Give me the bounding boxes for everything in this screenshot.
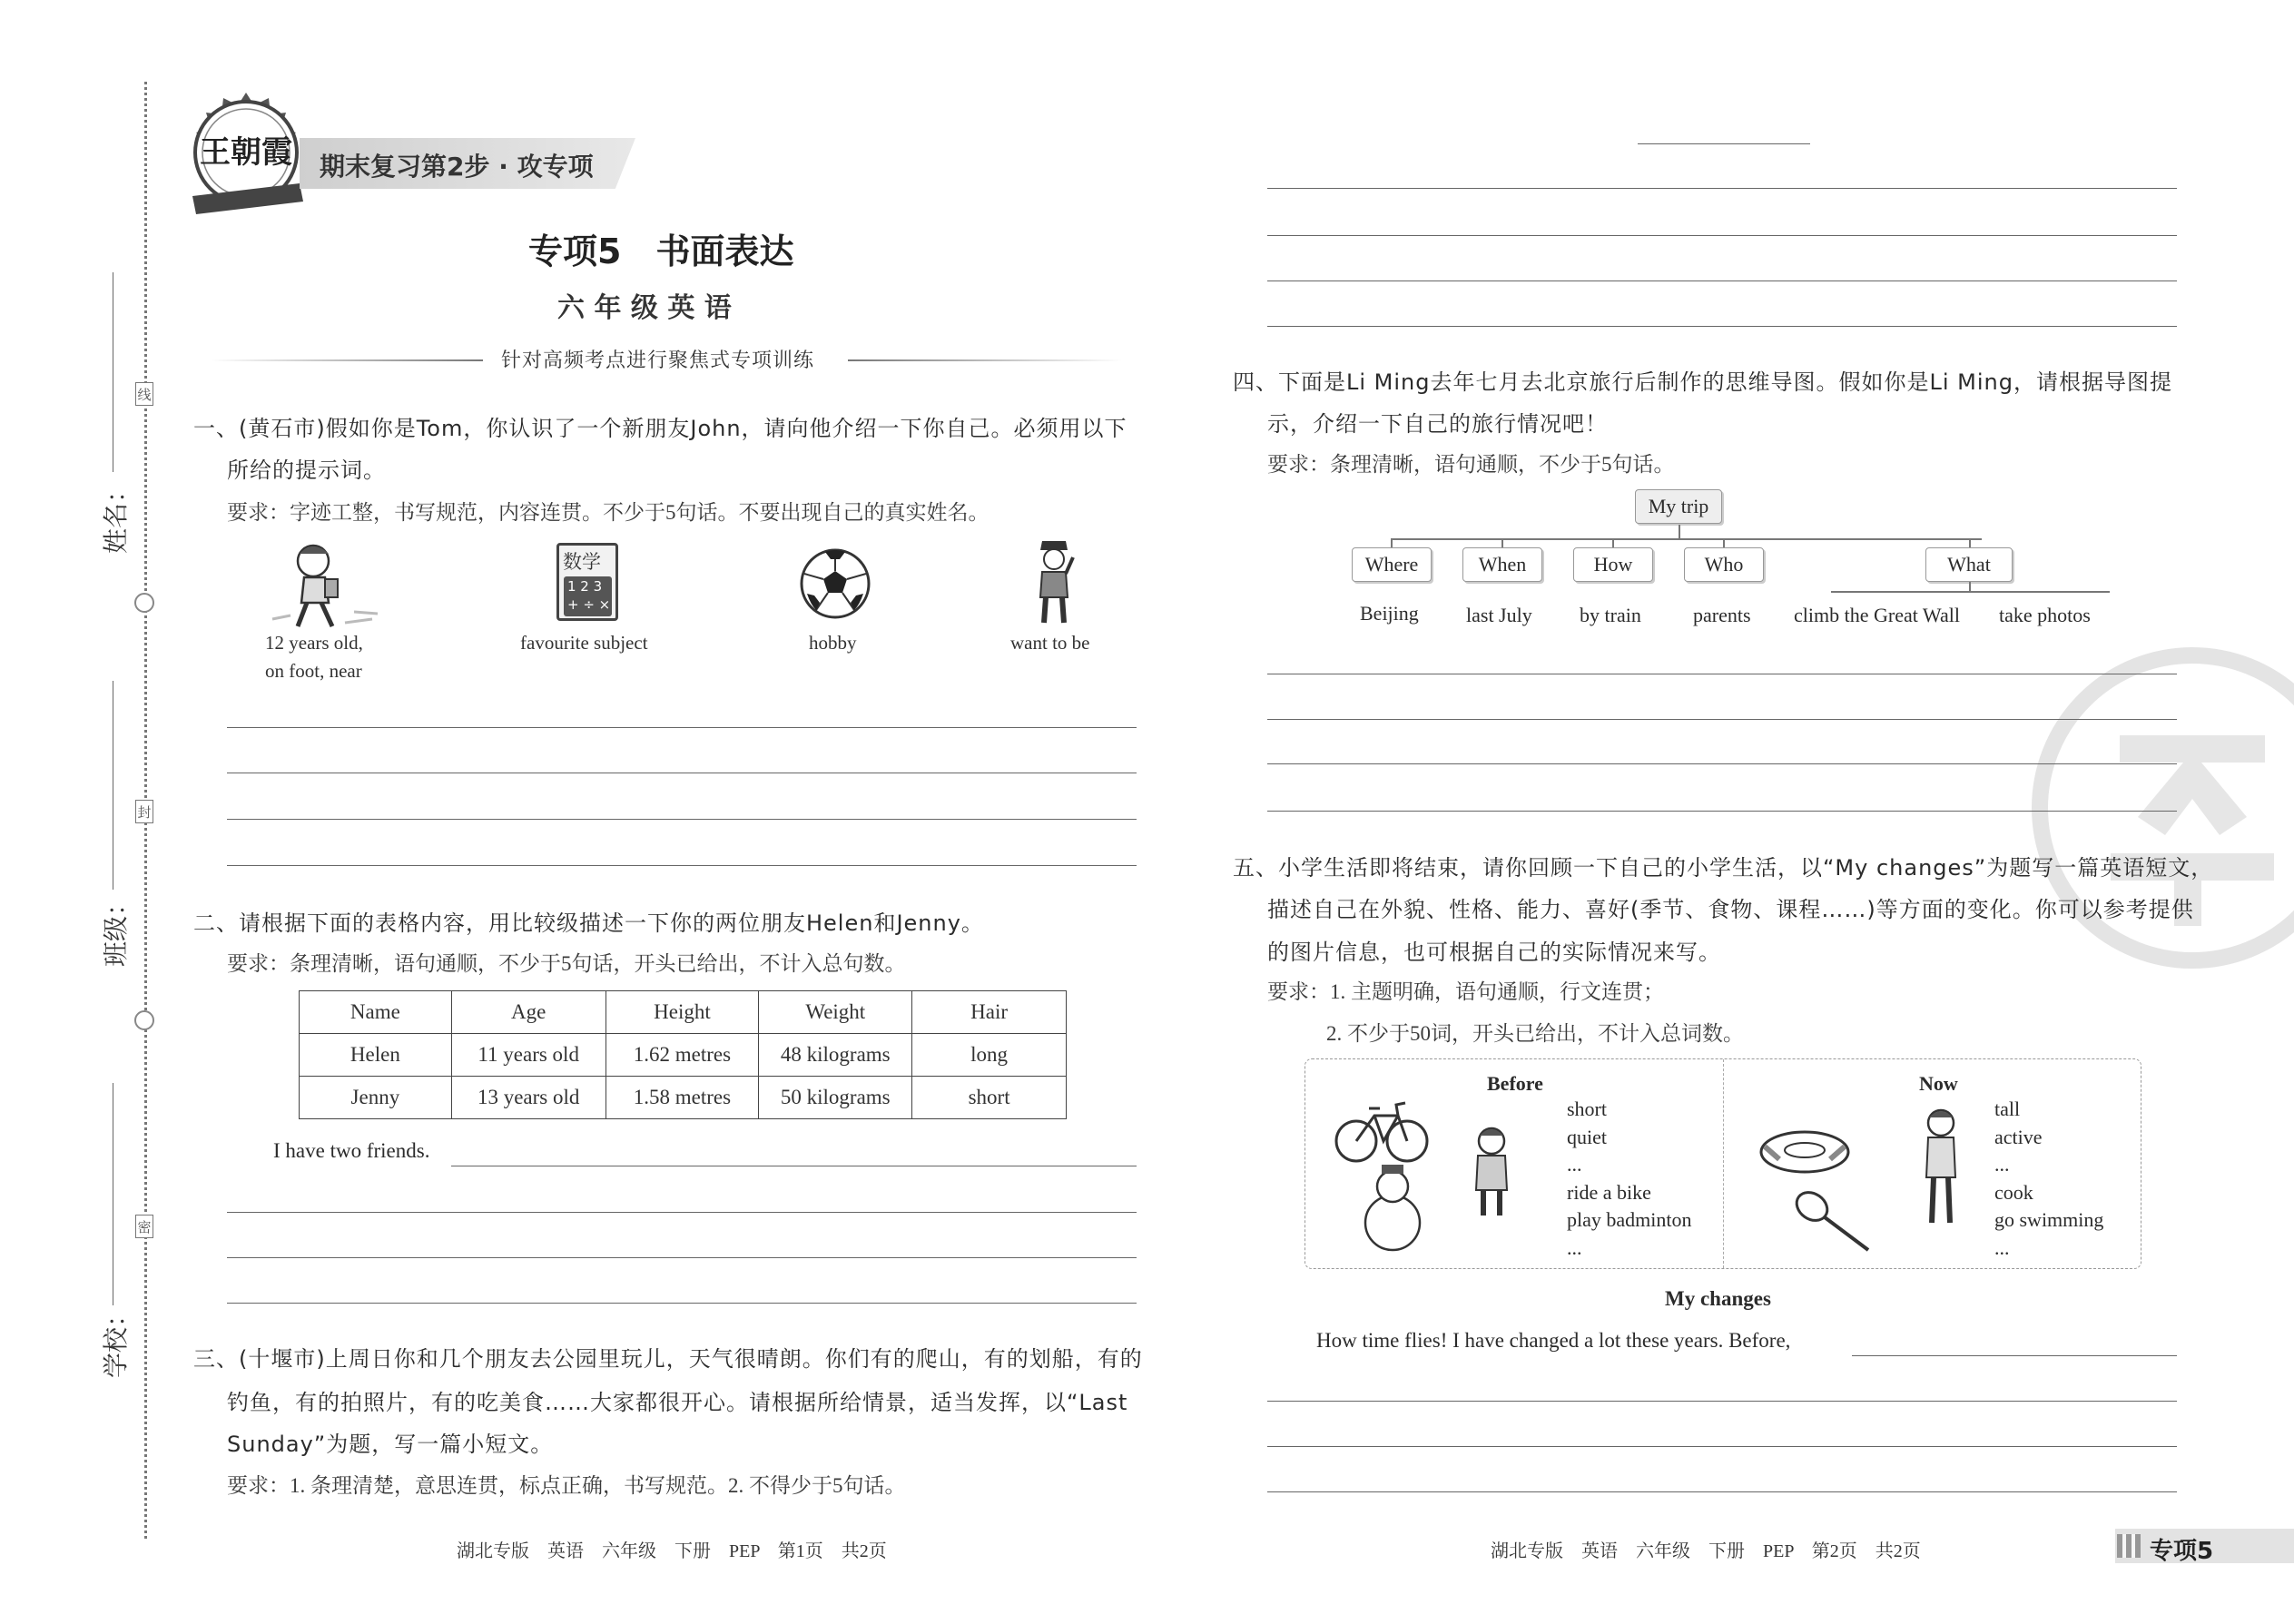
math-book-title: 数学 [563,551,601,573]
now-item: active [1994,1125,2043,1148]
carryover-answer-line[interactable] [1267,326,2177,327]
q1-card-4-caption: want to be [1010,632,1090,654]
table-cell: short [912,1077,1067,1119]
table-cell: 1.58 metres [605,1077,759,1119]
carryover-answer-line[interactable] [1267,235,2177,236]
carryover-answer-line[interactable] [1267,188,2177,189]
watermark-seal [2020,635,2294,980]
now-item: cook [1994,1180,2033,1204]
mindmap-connector [1679,525,1680,538]
binding-seal-char: 封 [135,800,153,823]
tall-boy-icon [1926,1110,1955,1223]
section-tag-label: 专项5 [2150,1538,2214,1565]
q5-start-sentence: How time flies! I have changed a lot these years. Before, [1316,1329,1791,1352]
binding-seal-char: 线 [135,382,153,406]
q1-card-1-caption-2: on foot, near [265,660,362,682]
binding-ring-icon [134,1010,154,1030]
now-title: Now [1919,1072,1958,1095]
q5-prompt-cont: 描述自己在外貌、性格、能力、喜好(季节、食物、课程……)等方面的变化。你可以参考提供 [1267,897,2194,922]
binding-seal-char: 密 [135,1215,153,1238]
now-item: ... [1994,1235,2010,1259]
q2-answer-line[interactable] [227,1303,1137,1304]
now-images [1759,1096,1977,1259]
before-items [1567,1096,1691,1262]
swim-ring-icon [1761,1132,1848,1172]
mindmap-branch-who: Who [1684,547,1764,582]
watermark-seal-icon [2020,635,2294,980]
q3-requirements: 要求：1. 条理清楚，意思连贯，标点正确，书写规范。2. 不得少于5句话。 [227,1474,906,1497]
before-item: ... [1567,1235,1582,1259]
table-cell: long [912,1034,1067,1077]
before-item: ride a bike [1567,1180,1651,1204]
table-cell: Helen [300,1034,452,1077]
snowman-icon [1365,1165,1420,1250]
before-item: play badminton [1567,1208,1692,1231]
math-book-digits: 1 2 3 [567,578,603,595]
q1-card-2 [556,543,618,621]
q4-answer-line[interactable] [1267,719,2177,720]
table-header-cell: Weight [759,991,912,1034]
carryover-title-line[interactable] [1638,143,1810,144]
before-title: Before [1487,1072,1543,1095]
boy-walking-icon [263,541,381,634]
q3-prompt-cont: Sunday”为题，写一篇小短文。 [227,1432,554,1457]
now-item: tall [1994,1097,2021,1120]
footer-left: 湖北专版 英语 六年级 下册 PEP 第1页 共2页 [457,1541,887,1561]
mindmap-leaf: by train [1580,604,1641,626]
table-row [300,1077,1067,1119]
grid-dots-icon [2117,1534,2141,1558]
table-row [300,1034,1067,1077]
badminton-racket-icon [1791,1186,1868,1250]
mindmap-branch-how: How [1573,547,1653,582]
tagline-rule-left [211,359,483,361]
mindmap-connector [1831,591,2110,593]
q5-requirements: 要求：1. 主题明确，语句通顺，行文连贯； [1267,980,1664,1003]
q1-prompt: 一、(黄石市)假如你是Tom，你认识了一个新朋友John，请向他介绍一下你自己。必须用以下 [193,416,1127,441]
q1-answer-line[interactable] [227,819,1137,820]
q1-requirements: 要求：字迹工整，书写规范，内容连贯。不少于5句话。不要出现自己的真实姓名。 [227,501,989,524]
mindmap-leaf: parents [1693,604,1751,626]
short-boy-icon [1476,1128,1507,1216]
page-title: 专项5 书面表达 [528,231,794,271]
table-cell: 1.62 metres [605,1034,759,1077]
q3-prompt: 三、(十堰市)上周日你和几个朋友去公园里玩儿，天气很晴朗。你们有的爬山，有的划船，有的 [193,1346,1143,1372]
q5-prompt: 五、小学生活即将结束，请你回顾一下自己的小学生活，以“My changes”为题写一篇英语短文， [1233,855,2214,881]
q1-card-3 [798,546,872,621]
q1-card-2-caption: favourite subject [520,632,648,654]
mindmap-leaf: Beijing [1360,602,1419,625]
mindmap-branch-what: What [1925,547,2013,582]
mindmap-leaf: climb the Great Wall [1794,604,1960,626]
class-label: 班级： [101,890,132,968]
q2-prompt: 二、请根据下面的表格内容，用比较级描述一下你的两位朋友Helen和Jenny。 [193,910,984,936]
police-officer-icon [1031,537,1077,626]
q3-prompt-cont: 钓鱼，有的拍照片，有的吃美食……大家都很开心。请根据所给情景，适当发挥，以“Last [227,1390,1128,1415]
now-item: ... [1994,1153,2010,1176]
table-header-cell: Age [451,991,605,1034]
q5-picture-box [1305,1058,2141,1269]
q5-answer-line[interactable] [1267,1401,2177,1402]
brand-logo [174,89,318,225]
mindmap-connector [1391,538,1393,547]
q5-divider [1723,1059,1724,1268]
table-cell: 13 years old [451,1077,605,1119]
q4-answer-line[interactable] [1267,763,2177,764]
tagline: 针对高频考点进行聚焦式专项训练 [501,349,815,371]
q5-answer-line[interactable] [1267,1446,2177,1447]
football-icon [798,546,872,621]
q1-card-3-caption: hobby [809,632,857,654]
now-item: go swimming [1994,1208,2104,1231]
q2-requirements: 要求：条理清晰，语句通顺，不少于5句话，开头已给出，不计入总句数。 [227,952,906,975]
before-item: short [1567,1097,1607,1120]
mindmap-branch-where: Where [1352,547,1432,582]
now-items [1994,1096,2103,1262]
mindmap-root: My trip [1635,489,1722,524]
table-cell: 11 years old [451,1034,605,1077]
tagline-rule-right [848,359,1122,361]
q5-requirements-2: 2. 不少于50词，开头已给出，不计入总词数。 [1326,1022,1744,1045]
q4-prompt: 四、下面是Li Ming去年七月去北京旅行后制作的思维导图。假如你是Li Ming，请根据导图提 [1233,369,2172,395]
q2-friends-table [299,990,1067,1119]
footer-right: 湖北专版 英语 六年级 下册 PEP 第2页 共2页 [1491,1541,1921,1561]
q4-prompt-cont: 示，介绍一下自己的旅行情况吧！ [1267,411,1608,437]
q4-requirements: 要求：条理清晰，语句通顺，不少于5句话。 [1267,453,1675,476]
bicycle-icon [1336,1103,1427,1161]
mindmap-connector [1969,538,1971,547]
q5-answer-line[interactable] [1852,1355,2177,1356]
before-images [1333,1096,1551,1259]
mindmap-connector [1723,538,1725,547]
table-header-cell: Name [300,991,452,1034]
binding-ring-icon [134,593,154,613]
table-header-row [300,991,1067,1034]
before-item: ... [1567,1153,1582,1176]
q1-answer-line[interactable] [227,865,1137,866]
mindmap-leaf: last July [1466,604,1532,626]
mindmap-connector [1969,582,1971,591]
q2-answer-line[interactable] [227,1212,1137,1213]
table-cell: 50 kilograms [759,1077,912,1119]
page-subtitle: 六 年 级 英 语 [557,292,732,324]
brand-name: 王朝霞 [200,136,292,170]
q5-answer-line[interactable] [1267,1491,2177,1492]
before-item: quiet [1567,1125,1607,1148]
q1-card-1-caption: 12 years old, [265,632,363,654]
q1-card-4 [1031,537,1077,626]
mindmap-connector [1612,538,1614,547]
series-banner-text: 期末复习第2步 · 攻专项 [320,152,594,182]
mindmap-leaf: take photos [1999,604,2091,626]
q1-prompt-cont: 所给的提示词。 [227,458,386,483]
math-book-ops: + ÷ × [567,596,611,613]
table-header-cell: Hair [912,991,1067,1034]
mindmap-branch-when: When [1462,547,1542,582]
mindmap-connector [1391,538,1982,540]
q1-card-1 [263,541,381,634]
table-cell: Jenny [300,1077,452,1119]
q4-answer-line[interactable] [1267,811,2177,812]
essay-title: My changes [1665,1287,1771,1310]
table-header-cell: Height [605,991,759,1034]
q2-start-sentence: I have two friends. [273,1139,430,1162]
name-label: 姓名： [101,477,132,555]
table-cell: 48 kilograms [759,1034,912,1077]
q2-answer-line[interactable] [227,1257,1137,1258]
q5-prompt-cont: 的图片信息，也可根据自己的实际情况来写。 [1267,940,1721,965]
mindmap-connector [1501,538,1503,547]
school-label: 学校： [101,1301,132,1379]
q1-answer-line[interactable] [227,727,1137,728]
mindmap [1344,486,2142,640]
